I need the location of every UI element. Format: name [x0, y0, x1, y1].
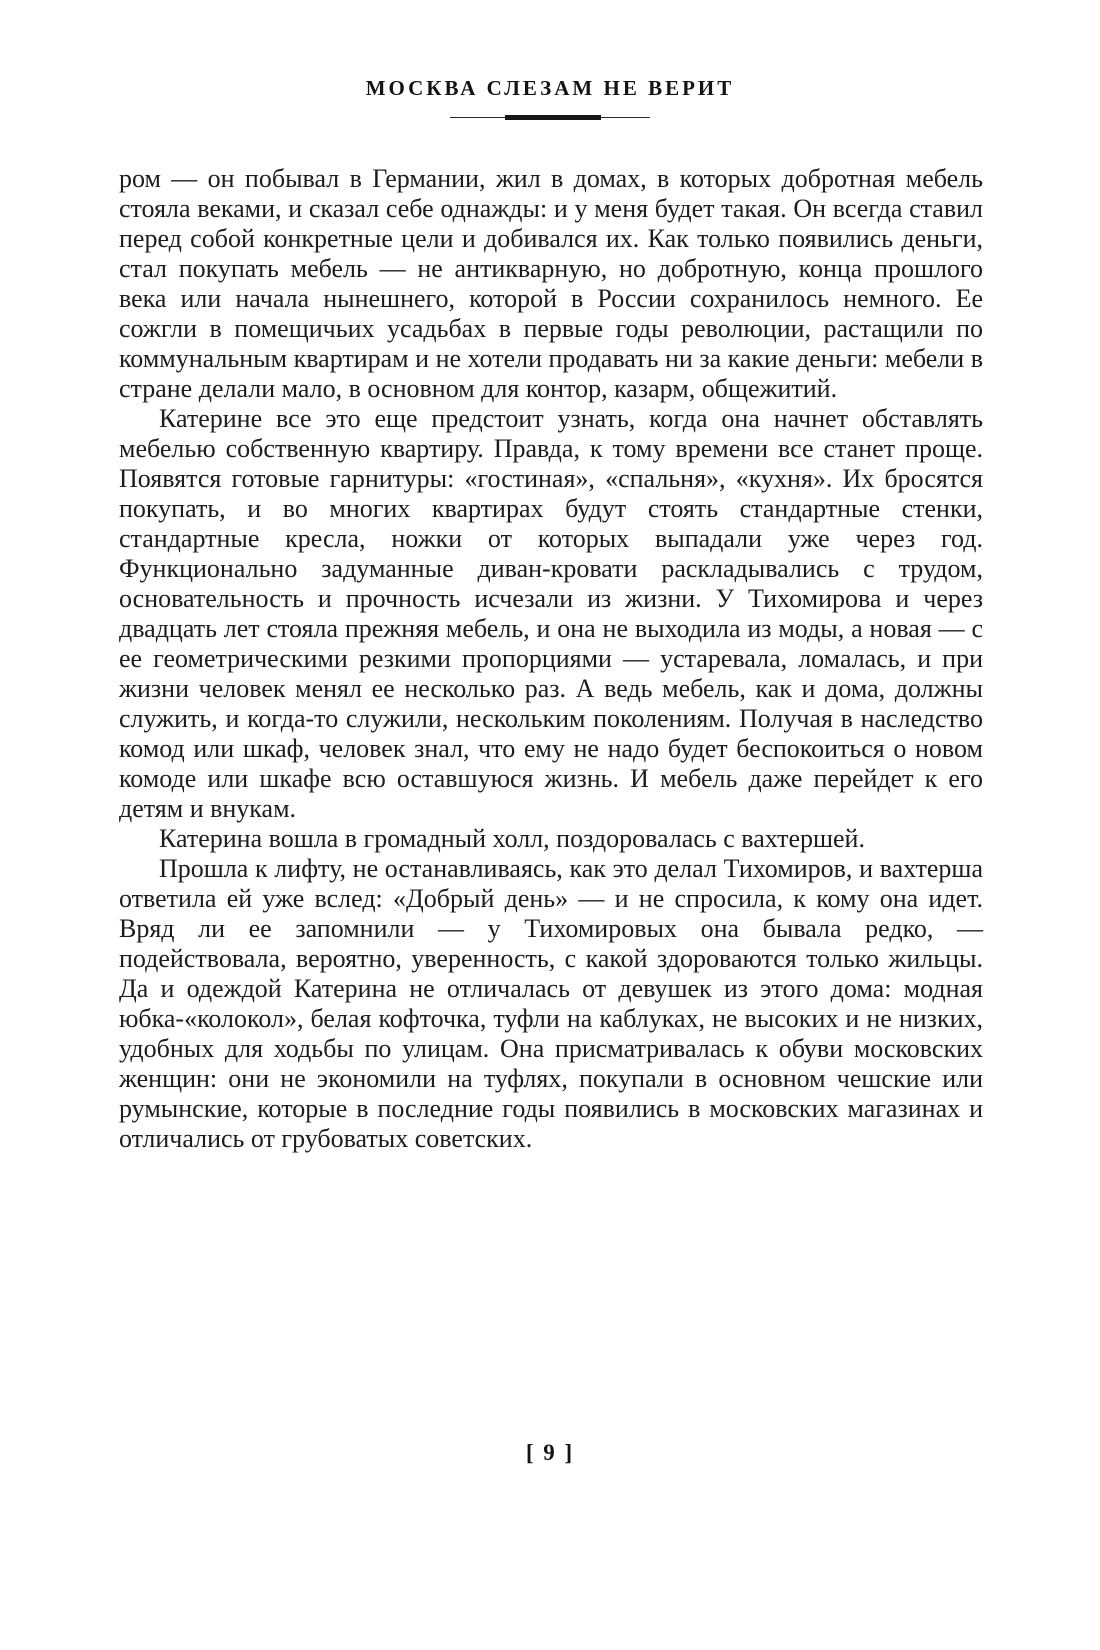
paragraph: ром — он побывал в Германии, жил в домах, в которых добротная мебель стояла веками, и сказал себе однажды: и у меня будет такая. Он всегда ставил перед собой конкретные цели и добивался их. Как только появились деньги, стал покупать мебель — не антикварную, но добротную, конца прошлого века или начала нынешнего, которой в России сохранилось немного. Ее сожгли в помещичьих усадьбах в первые годы революции, растащили по коммунальным квартирам и не хотели продавать ни за какие деньги: мебели в стране делали мало, в основном для контор, казарм, общежитий.: [119, 164, 983, 403]
paragraph: Прошла к лифту, не останавливаясь, как это делал Тихомиров, и вахтерша ответила ей уже вслед: «Добрый день» — и не спросила, к кому она идет. Вряд ли ее запомнили — у Тихомировых она бывала редко, — подействовала, вероятно, уверенность, с какой здороваются только жильцы. Да и одеждой Катерина не отличалась от девушек из этого дома: модная юбка-«колокол», белая кофточка, туфли на каблуках, не высоких и не низких, удобных для ходьбы по улицам. Она присматривалась к обуви московских женщин: они не экономили на туфлях, покупали в основном чешские или румынские, которые в последние годы появились в московских магазинах и отличались от грубоватых советских.: [119, 854, 983, 1153]
page-header: [0, 76, 1100, 121]
page-footer: [0, 1440, 1100, 1466]
page-number: [ 9 ]: [525, 1440, 575, 1465]
paragraph: Катерине все это еще предстоит узнать, когда она начнет обставлять мебелью собственную квартиру. Правда, к тому времени все станет проще. Появятся готовые гарнитуры: «гостиная», «спальня», «кухня». Их бросятся покупать, и во многих квартирах будут стоять стандартные стенки, стандартные кресла, ножки от которых выпадали уже через год. Функционально задуманные диван-кровати раскладывались с трудом, основательность и прочность исчезали из жизни. У Тихомирова и через двадцать лет стояла прежняя мебель, и она не выходила из моды, а новая — с ее геометрическими резкими пропорциями — устаревала, ломалась, и при жизни человек менял ее несколько раз. А ведь мебель, как и дома, должны служить, и когда-то служили, нескольким поколениям. Получая в наследство комод или шкаф, человек знал, что ему не надо будет беспокоиться о новом комоде или шкафе всю оставшуюся жизнь. И мебель даже перейдет к его детям и внукам.: [119, 404, 983, 823]
ornament-thick-line: [505, 115, 601, 120]
header-ornament-rule: [450, 114, 650, 121]
body-text: [119, 164, 983, 1154]
running-head-title: МОСКВА СЛЕЗАМ НЕ ВЕРИТ: [365, 76, 735, 100]
paragraph: Катерина вошла в громадный холл, поздоровалась с вахтершей.: [159, 824, 865, 853]
